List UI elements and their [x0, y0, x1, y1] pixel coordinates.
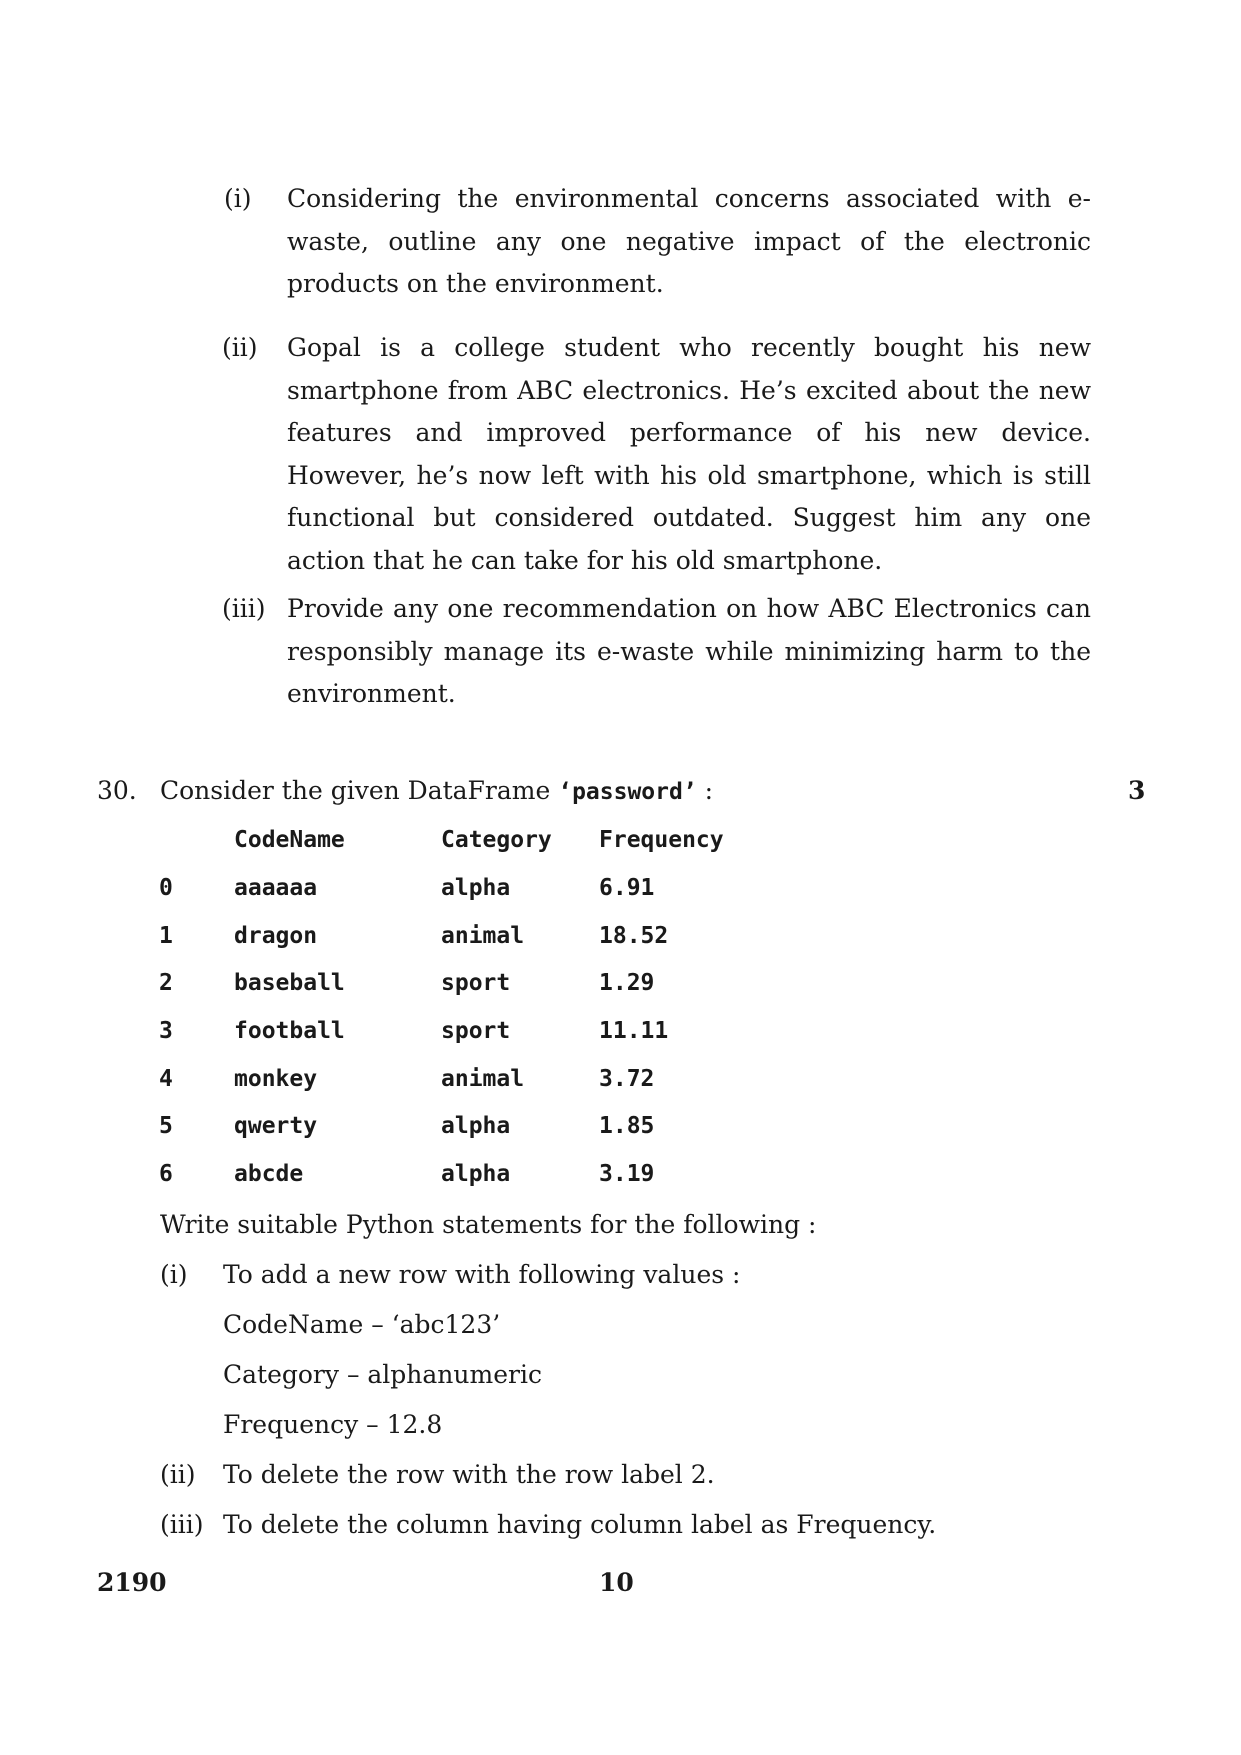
- prev-part-label: (i): [224, 184, 252, 213]
- cell-category: alpha: [441, 875, 511, 901]
- cell-frequency: 3.19: [599, 1161, 655, 1187]
- cell-codename: abcde: [234, 1161, 304, 1187]
- prev-part-text: Considering the environmental concerns associated with e-waste, outline any one negative impact of the electronic products on the environment.: [287, 184, 1091, 298]
- value-frequency: Frequency – 12.8: [223, 1410, 443, 1439]
- prev-part-label: (iii): [222, 594, 266, 623]
- cell-category: sport: [441, 970, 511, 996]
- row-index: 4: [159, 1066, 173, 1092]
- cell-frequency: 1.85: [599, 1113, 655, 1139]
- table-header-frequency: Frequency: [599, 827, 724, 853]
- instruction: Write suitable Python statements for the following :: [160, 1210, 817, 1239]
- part-label: (iii): [160, 1510, 204, 1539]
- prev-part-label: (ii): [222, 333, 258, 362]
- cell-frequency: 18.52: [599, 923, 669, 949]
- value-category: Category – alphanumeric: [223, 1360, 542, 1389]
- prev-part-text: Provide any one recommendation on how ABC Electronics can responsibly manage its e-waste while minimizing harm to the environment.: [287, 594, 1091, 708]
- paper-code: 2190: [97, 1568, 167, 1597]
- cell-frequency: 6.91: [599, 875, 655, 901]
- part-label: (ii): [160, 1460, 196, 1489]
- cell-frequency: 3.72: [599, 1066, 655, 1092]
- row-index: 1: [159, 923, 173, 949]
- value-codename: CodeName – ‘abc123’: [223, 1310, 501, 1339]
- cell-codename: football: [234, 1018, 345, 1044]
- part-text: To delete the row with the row label 2.: [223, 1460, 715, 1489]
- row-index: 3: [159, 1018, 173, 1044]
- cell-frequency: 1.29: [599, 970, 655, 996]
- cell-category: animal: [441, 923, 525, 949]
- question-intro-suffix: :: [704, 776, 714, 805]
- prev-part-text: Gopal is a college student who recently bought his new smartphone from ABC electronics. He’s excited about the new features and improved performance of his new device. However, he’s now left with his old smartphone, which is still functional but considered outdated. Suggest him any one action that he can take for his old smartphone.: [287, 333, 1091, 575]
- cell-category: animal: [441, 1066, 525, 1092]
- row-index: 2: [159, 970, 173, 996]
- cell-frequency: 11.11: [599, 1018, 669, 1044]
- cell-codename: baseball: [234, 970, 345, 996]
- cell-codename: dragon: [234, 923, 318, 949]
- question-number: 30.: [97, 776, 137, 805]
- row-index: 5: [159, 1113, 173, 1139]
- dataframe-name: ‘password’: [558, 779, 697, 805]
- row-index: 0: [159, 875, 173, 901]
- table-header-category: Category: [441, 827, 552, 853]
- part-text: To delete the column having column label as Frequency.: [223, 1510, 937, 1539]
- part-label: (i): [160, 1260, 188, 1289]
- marks: 3: [1128, 776, 1146, 805]
- page-number: 10: [599, 1568, 634, 1597]
- row-index: 6: [159, 1161, 173, 1187]
- cell-codename: monkey: [234, 1066, 318, 1092]
- cell-codename: qwerty: [234, 1113, 318, 1139]
- question-intro: [160, 776, 713, 807]
- cell-category: alpha: [441, 1161, 511, 1187]
- question-intro-text: Consider the given DataFrame: [160, 776, 551, 805]
- part-text: To add a new row with following values :: [223, 1260, 741, 1289]
- cell-codename: aaaaaa: [234, 875, 318, 901]
- cell-category: sport: [441, 1018, 511, 1044]
- cell-category: alpha: [441, 1113, 511, 1139]
- table-header-codename: CodeName: [234, 827, 345, 853]
